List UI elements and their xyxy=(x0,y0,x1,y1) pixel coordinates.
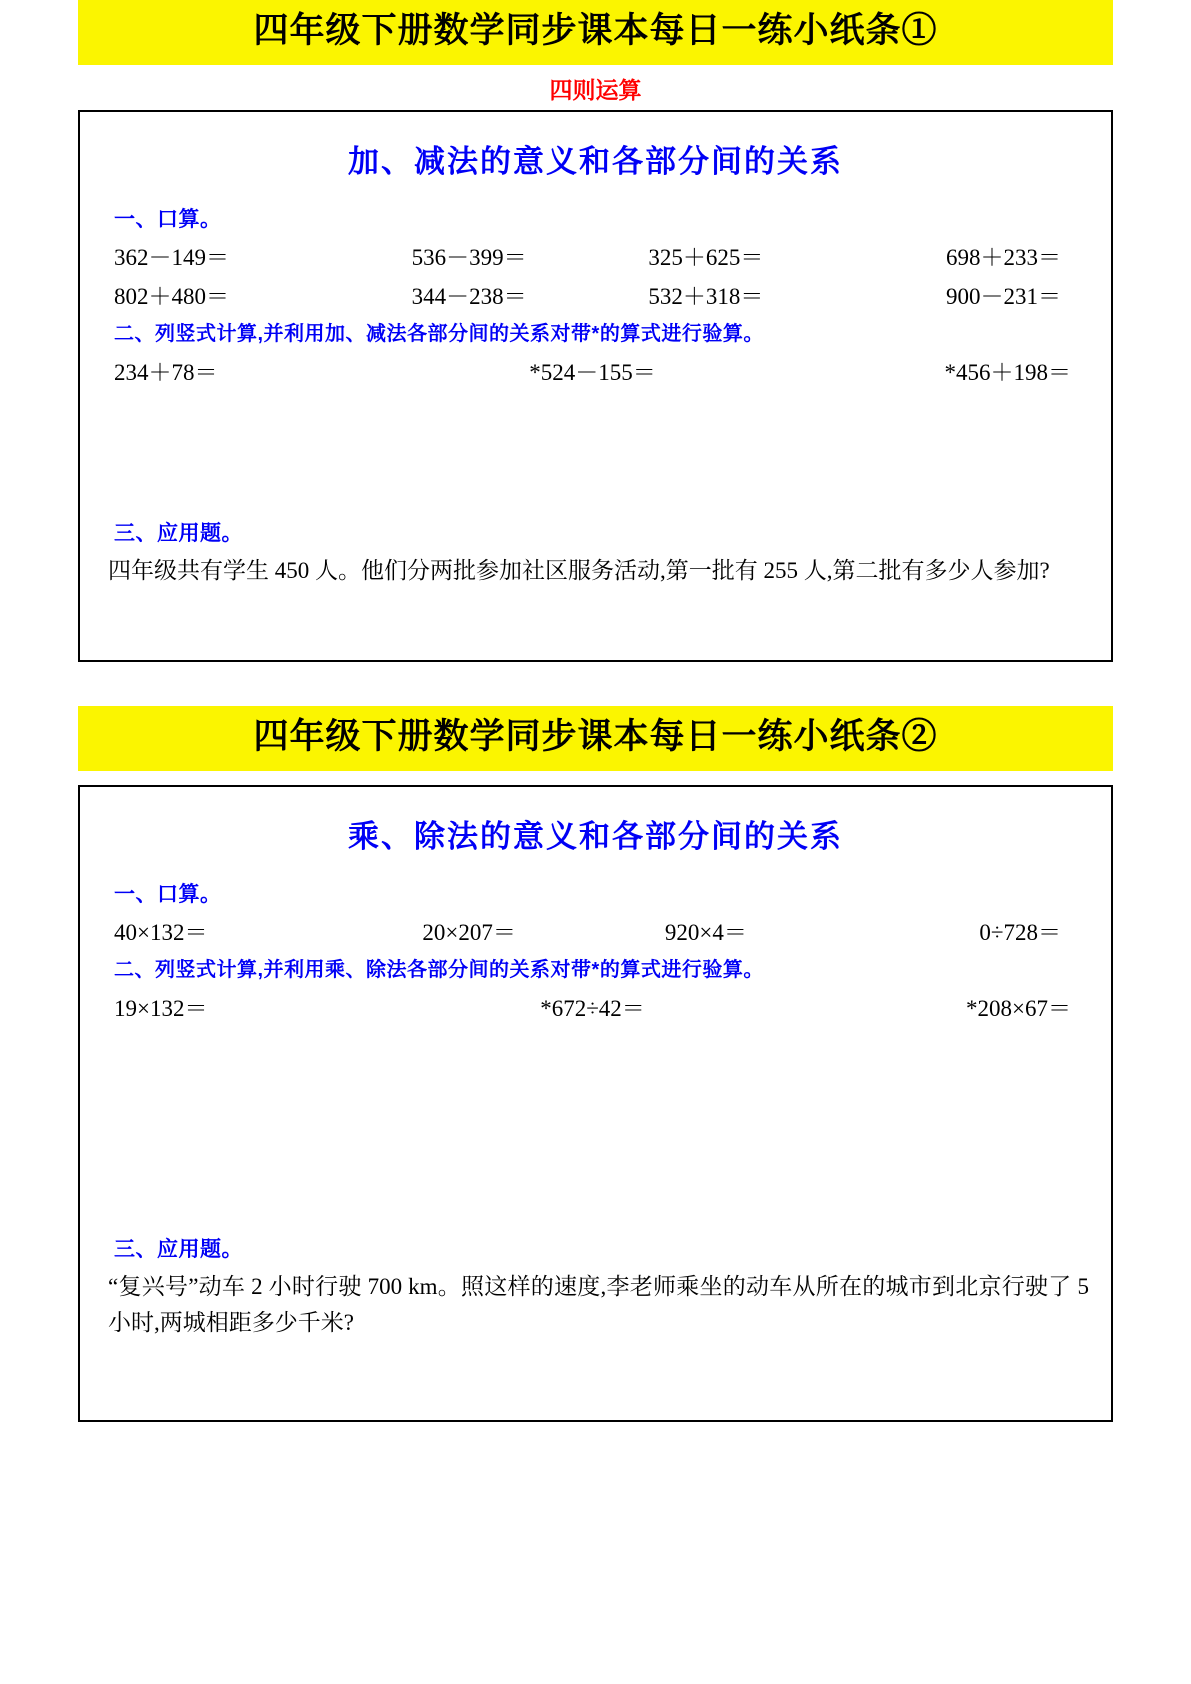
section-1-part1-heading: 一、口算。 xyxy=(114,207,222,231)
math-expression: 19×132＝ xyxy=(114,996,208,1022)
section-1-word-problem: 四年级共有学生 450 人。他们分两批参加社区服务活动,第一批有 255 人,第二批有多少人参加? xyxy=(108,557,1050,583)
section-1-work-area xyxy=(102,393,1089,513)
section-1-part1-row xyxy=(102,239,1089,272)
section-2-part2-row xyxy=(102,990,1089,1023)
section-2-lesson-title: 乘、除法的意义和各部分间的关系 xyxy=(348,819,843,855)
math-expression: 344－238＝ xyxy=(411,283,527,309)
section-2-part2-heading: 二、列竖式计算,并利用乘、除法各部分间的关系对带*的算式进行验算。 xyxy=(114,959,764,982)
math-expression: *672÷42＝ xyxy=(540,996,645,1022)
math-expression: 698＋233＝ xyxy=(946,244,1061,270)
section-1-subtitle: 四则运算 xyxy=(549,76,642,103)
math-expression: 900－231＝ xyxy=(946,283,1061,309)
math-expression: 234＋78＝ xyxy=(114,359,218,385)
section-1-part1-row xyxy=(102,278,1089,311)
math-expression: 40×132＝ xyxy=(114,920,208,946)
math-expression: 20×207＝ xyxy=(422,920,516,946)
section-1-exercise-box xyxy=(78,110,1113,663)
section-2-part1-row xyxy=(102,914,1089,947)
section-2-answer-area xyxy=(102,1340,1089,1410)
worksheet-section-2 xyxy=(0,706,1191,1422)
section-1-part2-heading: 二、列竖式计算,并利用加、减法各部分间的关系对带*的算式进行验算。 xyxy=(114,322,764,345)
section-1-part3-heading: 三、应用题。 xyxy=(114,521,243,545)
section-1-answer-area xyxy=(102,588,1089,650)
section-2-part1-heading: 一、口算。 xyxy=(114,883,222,907)
section-1-lesson-title: 加、减法的意义和各部分间的关系 xyxy=(348,143,843,179)
math-expression: 536－399＝ xyxy=(411,244,527,270)
spacer xyxy=(0,771,1191,785)
math-expression: 532＋318＝ xyxy=(648,283,764,309)
math-expression: *456＋198＝ xyxy=(944,359,1071,385)
section-2-banner-title: 四年级下册数学同步课本每日一练小纸条② xyxy=(78,706,1113,771)
math-expression: 802＋480＝ xyxy=(114,283,229,309)
section-divider-space xyxy=(0,662,1191,706)
worksheet-section-1 xyxy=(0,0,1191,662)
section-2-word-problem: “复兴号”动车 2 小时行驶 700 km。照这样的速度,李老师乘坐的动车从所在的城市到北京行驶了 5 小时,两城相距多少千米? xyxy=(108,1274,1089,1335)
math-expression: 325＋625＝ xyxy=(648,244,764,270)
math-expression: 0÷728＝ xyxy=(979,920,1061,946)
math-expression: *524－155＝ xyxy=(529,359,656,385)
section-2-exercise-box xyxy=(78,785,1113,1422)
section-1-part2-row xyxy=(102,354,1089,387)
section-2-work-area xyxy=(102,1029,1089,1229)
math-expression: *208×67＝ xyxy=(966,996,1071,1022)
section-2-part3-heading: 三、应用题。 xyxy=(114,1238,243,1262)
math-expression: 362－149＝ xyxy=(114,244,229,270)
section-1-banner-title: 四年级下册数学同步课本每日一练小纸条① xyxy=(78,0,1113,65)
math-expression: 920×4＝ xyxy=(664,920,747,946)
